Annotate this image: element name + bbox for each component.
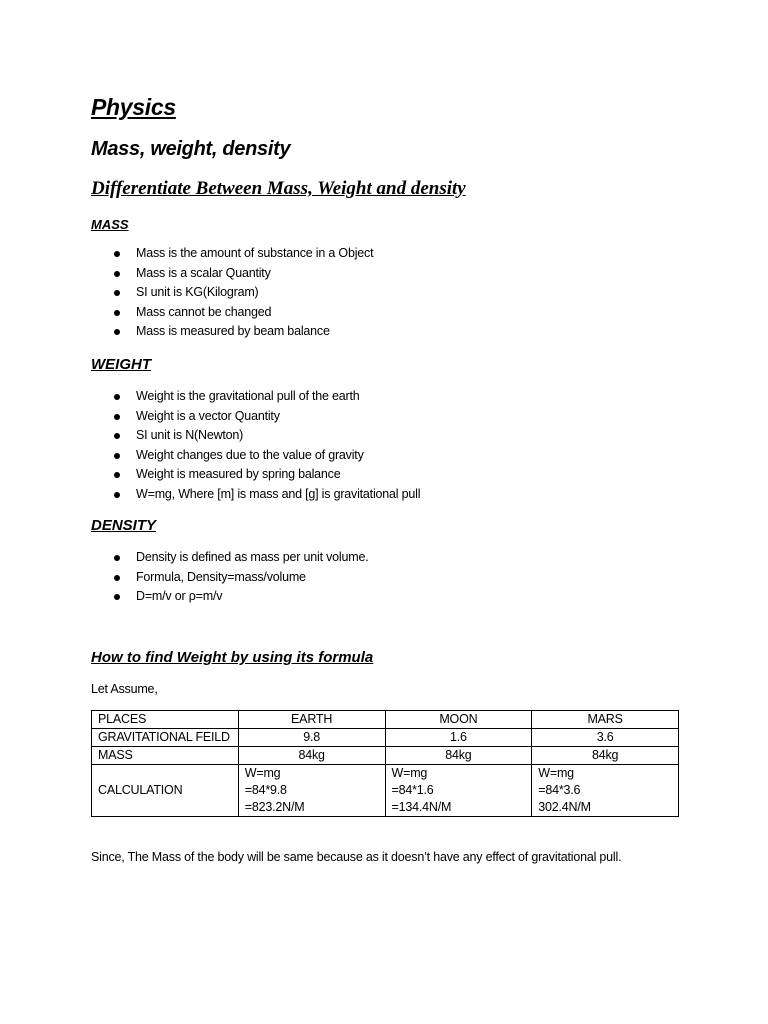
table-cell: CALCULATION <box>92 765 239 817</box>
table-row <box>92 747 679 765</box>
subtitle-heading: Differentiate Between Mass, Weight and density <box>91 178 466 199</box>
mass-list <box>91 244 373 342</box>
table-cell: 84kg <box>385 747 532 765</box>
list-item: Weight is a vector Quantity <box>91 407 420 427</box>
calc-line: W=mg <box>391 766 428 780</box>
table-cell-earth-calc <box>238 765 385 817</box>
table-row <box>92 711 679 729</box>
calc-line: =84*9.8 <box>244 783 287 797</box>
calc-line: W=mg <box>538 766 574 780</box>
table-cell: EARTH <box>238 711 385 729</box>
table-cell: 3.6 <box>532 729 679 747</box>
table-cell-mars-calc <box>532 765 679 817</box>
calc-line: 302.4N/M <box>538 800 591 814</box>
list-item: SI unit is KG(Kilogram) <box>91 283 373 303</box>
table-cell: 1.6 <box>385 729 532 747</box>
page-title: Physics <box>91 94 176 120</box>
table-cell: GRAVITATIONAL FEILD <box>92 729 239 747</box>
list-item: Weight is the gravitational pull of the earth <box>91 387 420 407</box>
list-item: Mass is the amount of substance in a Object <box>91 244 373 264</box>
density-list <box>91 548 368 607</box>
table-cell: 84kg <box>238 747 385 765</box>
calc-line: =84*1.6 <box>391 783 434 797</box>
list-item: Formula, Density=mass/volume <box>91 568 368 588</box>
list-item: Mass is a scalar Quantity <box>91 264 373 284</box>
list-item: Mass cannot be changed <box>91 303 373 323</box>
density-heading: DENSITY <box>91 517 157 534</box>
list-item: Density is defined as mass per unit volume. <box>91 548 368 568</box>
table-cell-moon-calc <box>385 765 532 817</box>
weight-heading: WEIGHT <box>91 356 151 373</box>
calc-line: =84*3.6 <box>538 783 581 797</box>
table-cell: MOON <box>385 711 532 729</box>
list-item: SI unit is N(Newton) <box>91 426 420 446</box>
calc-line: W=mg <box>244 766 281 780</box>
list-item: D=m/v or ρ=m/v <box>91 587 368 607</box>
table-cell: MASS <box>92 747 239 765</box>
table-row <box>92 729 679 747</box>
howto-heading: How to find Weight by using its formula <box>91 649 374 666</box>
calc-line: =823.2N/M <box>244 800 305 814</box>
list-item: W=mg, Where [m] is mass and [g] is gravitational pull <box>91 485 420 505</box>
list-item: Mass is measured by beam balance <box>91 322 373 342</box>
table-cell: 9.8 <box>238 729 385 747</box>
weight-calculation-table <box>91 710 679 817</box>
table-row <box>92 765 679 817</box>
table-cell: MARS <box>532 711 679 729</box>
intro-text: Let Assume, <box>91 682 158 696</box>
conclusion-text: Since, The Mass of the body will be same because as it doesn’t have any effect of gravitational pull. <box>91 850 622 864</box>
calc-line: =134.4N/M <box>391 800 452 814</box>
mass-heading: MASS <box>91 217 129 232</box>
list-item: Weight is measured by spring balance <box>91 465 420 485</box>
list-item: Weight changes due to the value of gravity <box>91 446 420 466</box>
weight-list <box>91 387 420 505</box>
table-cell: 84kg <box>532 747 679 765</box>
table-cell: PLACES <box>92 711 239 729</box>
topic-heading: Mass, weight, density <box>91 138 291 160</box>
